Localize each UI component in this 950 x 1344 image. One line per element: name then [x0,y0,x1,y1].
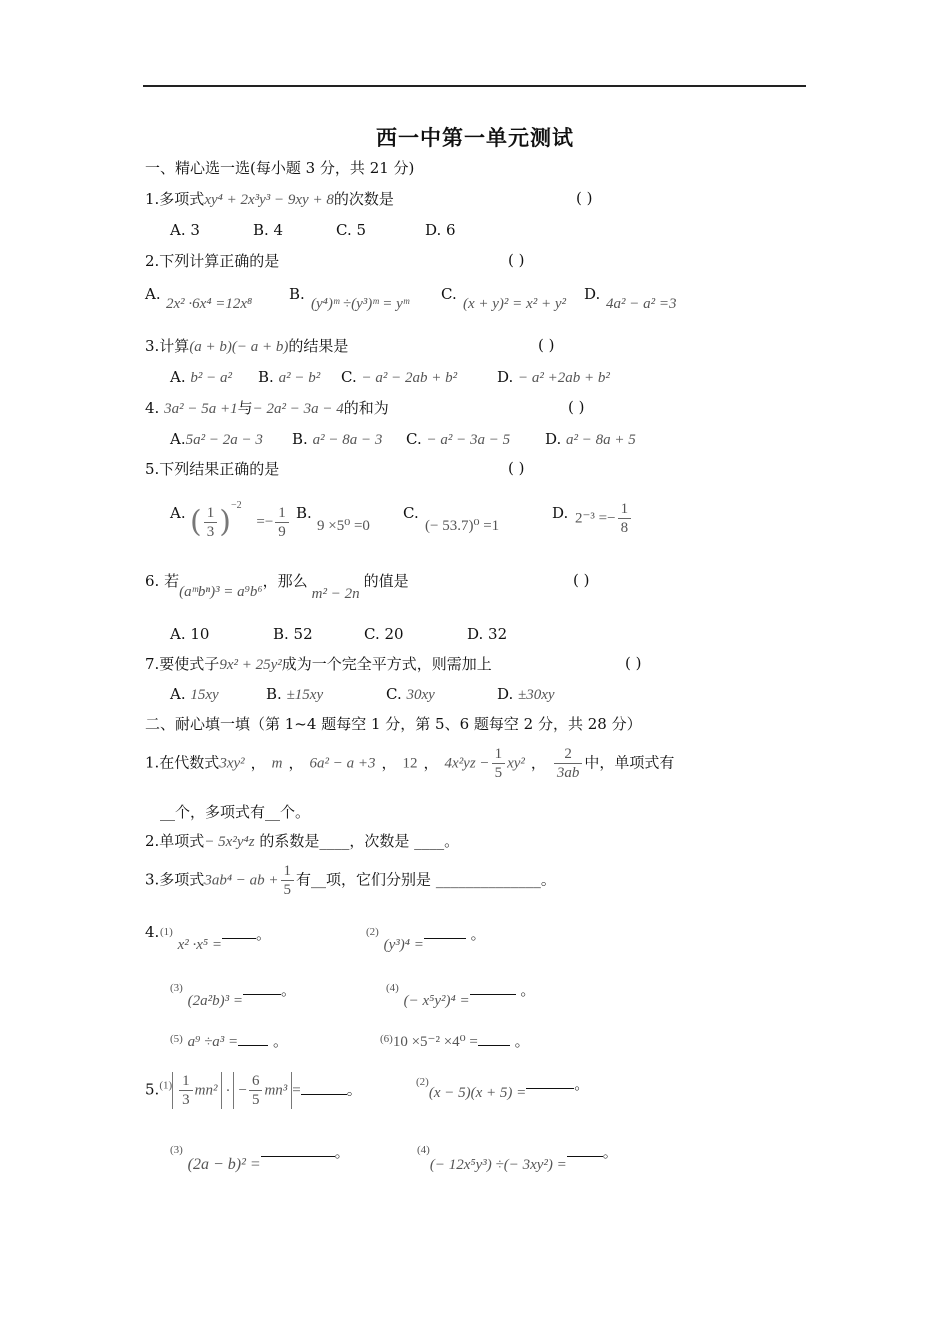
q4-expr-b: a² − 8a − 3 [312,432,383,448]
q3-expr-d: − a² +2ab + b² [518,370,610,386]
f4-answer-5[interactable] [238,1045,268,1046]
f4-num-3: (3) [170,982,183,994]
f5-e1-bracket-a [172,1072,222,1109]
f4-label: 4. [145,923,160,941]
f5-expr-3: (2a − b)² = [187,1156,261,1173]
f1-frac-1 [492,745,506,782]
f1-frac-2-num: 2 [554,745,583,764]
f2-prefix: 2.单项式 [145,832,205,850]
q7-option-b [266,684,323,705]
f4-num-6: (6) [380,1033,393,1045]
f1-frac-1-den: 5 [494,765,503,781]
f4-answer-6[interactable] [478,1045,510,1046]
q4-expr2: − 2a² − 3a − 4 [252,401,344,417]
f1-frac-2-den: 3ab [556,765,580,781]
f4-item-5 [170,1029,288,1052]
f5-e1-frac-a [179,1072,193,1109]
q7-label-c: C. [386,685,402,703]
f2-expr: − 5x²y⁴z [204,834,255,850]
f4-expr-6: 10 ×5⁻² ×4⁰ = [392,1034,478,1050]
q4-label-b: B. [292,430,308,448]
f5-e1-frac-a-den: 3 [182,1092,190,1108]
f3-prefix: 3.多项式 [145,870,205,889]
q3-prefix: 3.计算 [145,337,190,355]
q7-suffix: 成为一个完全平方式，则需加上 [281,655,492,673]
q6-expr2: m² − 2n [311,586,360,602]
f1-frac-tail: xy² [507,755,525,772]
q1-prefix: 1.多项式 [145,190,205,208]
f3-mid: 有__项，它们分别是 [296,870,432,889]
f5-e1-frac-b-den: 5 [251,1092,260,1108]
f5-num-1: (1) [159,1079,173,1092]
f5-num-4: (4) [417,1144,430,1156]
f4-end-4: 。 [520,981,536,999]
page-title: 西一中第一单元测试 [376,125,574,150]
q2-label-c: C. [441,285,457,303]
f5-answer-2[interactable] [526,1088,574,1089]
f5-expr-2: (x − 5)(x + 5) = [428,1085,527,1101]
f1-line-2: __个，多项式有__个。 [160,803,311,821]
f4-item-6 [380,1029,530,1052]
q5-a-frac-num: 1 [204,504,218,523]
f5-item-3 [170,1140,350,1173]
q7-expr: 9x² + 25y² [219,657,282,673]
q5-d-frac-num: 1 [618,500,632,519]
q4-expr-c: − a² − 3a − 5 [426,432,511,448]
q3-label-a: A. [170,368,186,386]
f5-item-2 [416,1072,590,1101]
q4-mid: 与 [237,399,253,417]
q6-option-d: D. 32 [467,625,508,643]
q4-option-d [545,429,636,450]
f3-frac-num: 1 [281,862,295,881]
q7-expr-b: ±15xy [286,687,324,703]
q5-label-b: B. [296,504,312,522]
question-1 [145,189,394,210]
q6-expr: (aᵐbⁿ)³ = a⁹b⁶ [179,584,263,600]
f5-e1-tail-a: mn² [194,1082,218,1099]
f5-answer-4[interactable] [567,1156,603,1157]
q4-answer-paren: ( ) [568,398,585,416]
fill-2 [145,831,459,852]
q4-expr1: 3a² − 5a +1 [164,401,238,417]
f4-end-1: 。 [256,925,272,943]
f3-frac-den: 5 [283,882,292,898]
f5-e1-tail-b: mn³ [264,1082,288,1099]
q3-option-b [258,367,320,388]
q7-option-d [497,684,555,705]
f5-label: 5. [145,1080,160,1099]
q5-expr-c: (− 53.7)⁰ =1 [425,518,500,534]
f5-expr-4: (− 12x⁵y³) ÷(− 3xy²) = [429,1157,567,1173]
q1-suffix: 的次数是 [333,190,394,208]
f4-expr-1: x² ·x⁵ = [177,937,223,953]
f4-expr-2: (y³)⁴ = [383,937,424,953]
f4-item-3 [170,978,296,1009]
f4-item-1 [160,922,272,953]
q1-option-b: B. 4 [253,221,284,239]
q3-option-a [170,367,232,388]
f4-end-2: 。 [470,925,486,943]
f4-item-4 [386,978,536,1009]
q2-expr-a: 2x² ·6x⁴ =12x⁸ [166,296,253,312]
q5-label-c: C. [403,504,419,522]
f5-end-4: 。 [602,1143,618,1161]
f4-num-5: (5) [170,1033,183,1045]
f1-frac-1-num: 1 [492,745,506,764]
q6-suffix: 的值是 [363,572,409,590]
question-3 [145,336,348,357]
q6-prefix: 6. 若 [145,572,180,590]
q5-a-frac-den: 3 [206,523,215,540]
f5-num-2: (2) [416,1076,429,1088]
f4-expr-5: a⁹ ÷a³ = [187,1034,239,1050]
f4-end-3: 。 [280,981,296,999]
f5-answer-1[interactable] [301,1094,347,1095]
q7-option-a [170,684,219,705]
q3-suffix: 的结果是 [288,337,349,355]
q7-answer-paren: ( ) [625,654,642,672]
q5-expr-a: ( $\frac{1}{3}$ )$^{-2}$ =− $\frac{1}{9}$ [190,500,291,541]
q2-expr-d: 4a² − a² =3 [606,296,677,312]
f4-num-2: (2) [366,926,379,938]
q3-expr: (a + b)(− a + b) [189,339,289,355]
f5-e1-frac-b-num: 6 [249,1072,263,1091]
f4-item-2 [366,922,486,953]
q6-option-c: C. 20 [364,625,404,643]
q6-answer-paren: ( ) [573,571,590,589]
f2-mid: 的系数是____，次数是 [259,832,410,850]
f5-e1-frac-b [249,1072,263,1109]
f5-end-1: 。 [346,1080,362,1099]
f5-e1-frac-a-num: 1 [179,1072,193,1091]
q7-label-b: B. [266,685,282,703]
question-5: 5.下列结果正确的是 [145,460,280,478]
f1-item-3: 6a² − a +3 [309,755,376,772]
f1-item-5: 4x²yz − [444,755,490,772]
f1-frac-2 [554,745,583,782]
f5-answer-3[interactable] [261,1156,335,1157]
section-2-heading: 二、耐心填一填（第 1~4 题每空 1 分，第 5、6 题每空 2 分，共 28 分） [145,715,642,733]
q1-option-a: A. 3 [170,221,200,239]
q3-label-c: C. [341,368,357,386]
f5-item-1 [145,1072,362,1109]
q1-option-d: D. 6 [425,221,456,239]
q3-answer-paren: ( ) [538,336,555,354]
f4-expr-3: (2a²b)³ = [187,993,243,1009]
q3-option-c [341,367,457,388]
f1-sep-1: ， [250,753,266,772]
q2-label-b: B. [289,285,305,303]
q7-expr-a: 15xy [190,687,219,703]
question-2: 2.下列计算正确的是 [145,252,280,270]
q4-label-c: C. [406,430,422,448]
f1-prefix: 1.在代数式 [145,753,220,772]
f1-sep-2: ， [288,753,304,772]
question-4 [145,398,389,419]
q3-expr-b: a² − b² [278,370,321,386]
q2-label-a: A. [145,285,161,303]
f5-e1-eq: = [292,1082,301,1099]
f1-sep-3: ， [381,753,397,772]
q4-expr-a: 5a² − 2a − 3 [185,432,263,448]
q5-a-frac [204,504,218,541]
q7-label-a: A. [170,685,186,703]
f1-item-2: m [271,755,283,772]
q6-option-a: A. 10 [170,625,210,643]
q5-expr-b: 9 ×5⁰ =0 [317,518,370,534]
q4-prefix: 4. [145,399,160,417]
q5-label-a: A. [170,504,186,522]
f4-answer-1[interactable] [222,938,256,939]
f5-e1-minus: − [238,1082,247,1099]
header-rule [143,85,806,87]
f5-num-3: (3) [170,1144,183,1156]
q3-option-d [497,367,610,388]
f4-answer-3[interactable] [243,994,281,995]
q4-expr-d: a² − 8a + 5 [566,432,636,448]
q4-label-a: A. [170,430,186,448]
f3-expr: 3ab⁴ − ab + [204,872,279,889]
q5-a-rhs: =− [256,514,274,530]
q2-expr-b: (y⁴)ᵐ ÷(y³)ᵐ = yᵐ [311,296,410,312]
q4-option-c [406,429,510,450]
q7-option-c [386,684,435,705]
f3-suffix: ______________。 [435,870,556,889]
q7-label-d: D. [497,685,514,703]
q4-label-d: D. [545,430,562,448]
question-6 [145,571,409,602]
f1-suffix: 中，单项式有 [584,753,675,772]
q1-expr: xy⁴ + 2x³y³ − 9xy + 8 [204,192,334,208]
q3-expr-c: − a² − 2ab + b² [361,370,458,386]
fill-1 [145,745,674,782]
f5-e1-bracket-b [233,1072,292,1109]
q7-expr-d: ±30xy [518,687,555,703]
f4-answer-2[interactable] [424,938,466,939]
f1-sep-4: ， [423,753,439,772]
question-7 [145,654,492,675]
f4-num-4: (4) [386,982,399,994]
q6-mid: ，那么 [262,572,308,590]
f5-item-4 [417,1140,618,1173]
fill-3 [145,862,556,899]
q3-label-b: B. [258,368,274,386]
f2-suffix: ____。 [414,832,460,850]
q2-expr-c: (x + y)² = x² + y² [463,296,566,312]
q5-a-result-frac [275,504,289,541]
q2-label-d: D. [584,285,601,303]
q5-a-result-num: 1 [275,504,289,523]
q5-d-frac-den: 8 [620,520,629,536]
q5-d-frac [618,500,632,537]
q2-answer-paren: ( ) [508,251,525,269]
q5-d-lhs: 2⁻³ =− [575,510,616,527]
f4-num-1: (1) [160,926,173,938]
q5-label-d: D. [552,504,569,522]
q7-expr-c: 30xy [406,687,435,703]
q7-prefix: 7.要使式子 [145,655,220,673]
f1-sep-5: ， [530,753,546,772]
q1-answer-paren: ( ) [576,189,593,207]
f1-item-4: 12 [402,755,418,772]
f3-frac [281,862,295,899]
f4-end-5: 。 [272,1032,288,1050]
q1-option-c: C. 5 [336,221,367,239]
q3-expr-a: b² − a² [190,370,233,386]
q5-a-result-den: 9 [278,523,286,540]
f4-expr-4: (− x⁵y²)⁴ = [403,993,470,1009]
q3-label-d: D. [497,368,514,386]
q4-suffix: 的和为 [343,399,389,417]
q4-option-a [170,429,263,450]
section-1-heading: 一、精心选一选(每小题 3 分，共 21 分) [145,159,415,177]
q6-option-b: B. 52 [273,625,313,643]
f5-end-2: 。 [574,1075,590,1093]
q4-option-b [292,429,382,450]
f5-e1-dot: · [225,1082,231,1099]
q5-a-exponent: −2 [230,500,242,511]
f1-item-1: 3xy² [219,755,245,772]
f5-end-3: 。 [334,1143,350,1161]
q5-answer-paren: ( ) [508,459,525,477]
f4-answer-4[interactable] [470,994,516,995]
f4-end-6: 。 [514,1032,530,1050]
q5-expr-d [575,500,633,537]
